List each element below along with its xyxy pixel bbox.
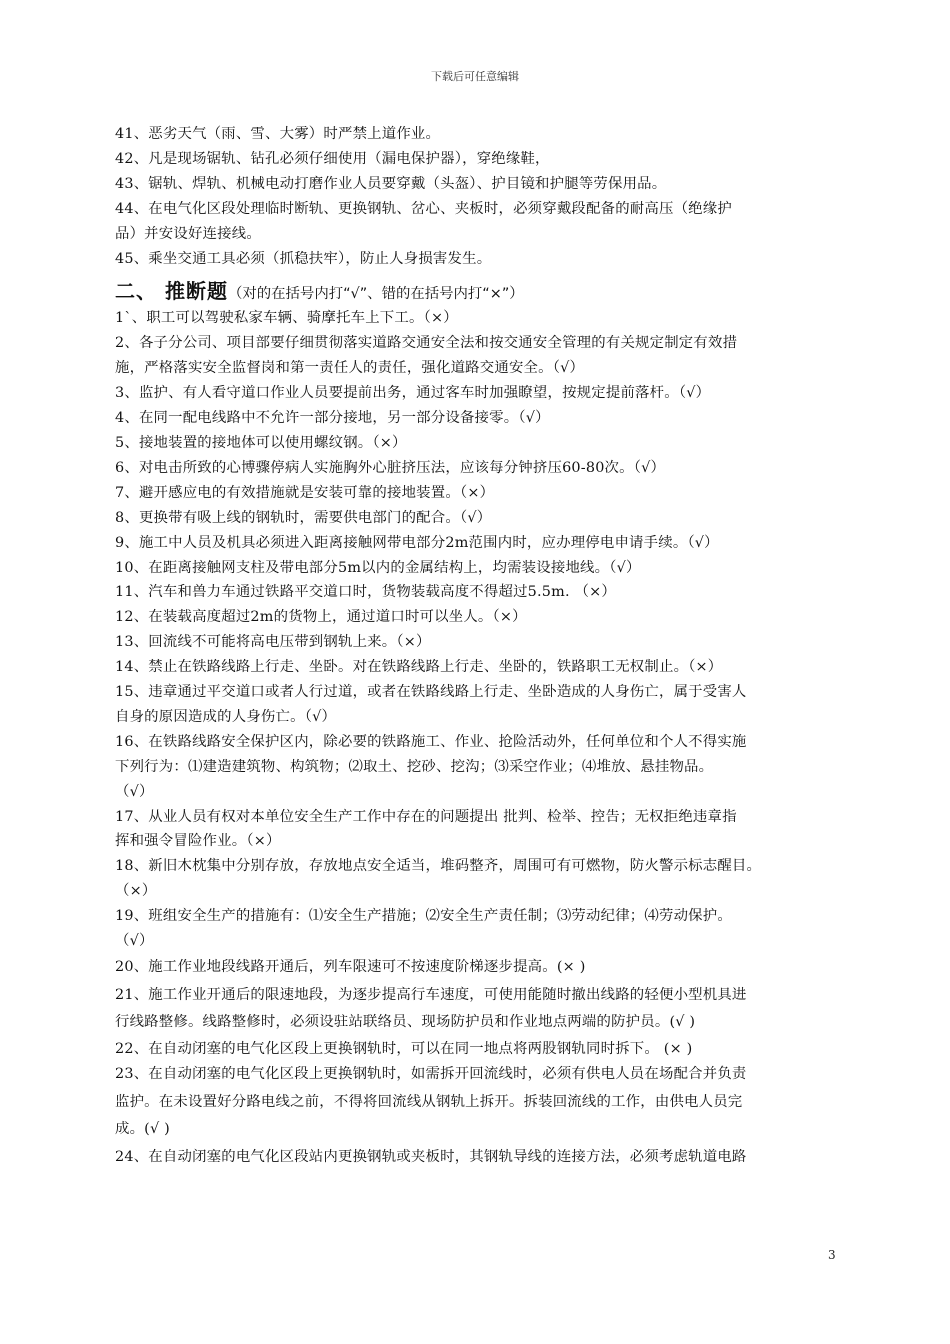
question-line: 成。(√ ) [115, 1121, 170, 1138]
question-line: 18、新旧木枕集中分别存放，存放地点安全适当，堆码整齐，周围可有可燃物，防火警示标志醒目。 [115, 858, 762, 875]
question-line: 42、凡是现场锯轨、钻孔必须仔细使用（漏电保护器），穿绝缘鞋， [115, 150, 550, 167]
question-line: 7、避开感应电的有效措施就是安装可靠的接地装置。（×） [115, 484, 495, 501]
question-line: 4、在同一配电线路中不允许一部分接地，另一部分设备接零。（√） [115, 410, 550, 427]
question-line: 10、在距离接触网支柱及带电部分5m以内的金属结构上，均需装设接地线。（√） [115, 559, 641, 576]
question-line: 监护。在未设置好分路电线之前，不得将回流线从钢轨上拆开。拆装回流线的工作，由供电人员完 [115, 1093, 743, 1110]
question-line: 下列行为：⑴建造建筑物、构筑物；⑵取土、挖砂、挖沟；⑶采空作业；⑷堆放、悬挂物品。 [115, 758, 714, 775]
section-title: 二、 推断题 [115, 279, 228, 304]
question-line: 41、恶劣天气（雨、雪、大雾）时严禁上道作业。 [115, 126, 441, 142]
question-line: 22、在自动闭塞的电气化区段上更换钢轨时，可以在同一地点将两股钢轨同时拆下。 (× ) [115, 1040, 693, 1057]
question-line: （√） [115, 783, 154, 800]
question-line: 11、汽车和兽力车通过铁路平交道口时，货物装载高度不得超过5.5m. （×） [115, 584, 616, 601]
question-line: 20、施工作业地段线路开通后，列车限速可不按速度阶梯逐步提高。(× ) [115, 959, 586, 975]
question-line: 6、对电击所致的心博骤停病人实施胸外心脏挤压法，应该每分钟挤压60-80次。（√） [115, 459, 666, 476]
judgment-section [115, 306, 845, 1171]
question-line: 品）并安设好连接线。 [115, 225, 261, 242]
question-line: 17、从业人员有权对本单位安全生产工作中存在的问题提出 批判、检举、控告；无权拒绝违章指 [115, 808, 737, 825]
question-line: 9、施工中人员及机具必须进入距离接触网带电部分2m范围内时，应办理停电申请手续。（√） [115, 534, 719, 551]
question-line: 43、锯轨、焊轨、机械电动打磨作业人员要穿戴（头盔）、护目镜和护腿等劳保用品。 [115, 175, 667, 192]
question-line: 自身的原因造成的人身伤亡。（√） [115, 708, 337, 725]
question-line: 45、乘坐交通工具必须（抓稳扶牢），防止人身损害发生。 [115, 250, 492, 267]
question-line: 5、接地装置的接地体可以使用螺纹钢。（×） [115, 434, 407, 451]
section-heading [115, 275, 845, 304]
question-line: 14、禁止在铁路线路上行走、坐卧。对在铁路线路上行走、坐卧的，铁路职工无权制止。（×） [115, 659, 723, 676]
page-header: 下载后可任意编辑 [431, 70, 519, 83]
question-line: 24、在自动闭塞的电气化区段站内更换钢轨或夹板时，其钢轨导线的连接方法，必须考虑轨道电路 [115, 1148, 747, 1165]
question-line: 3、监护、有人看守道口作业人员要提前出务，通过客车时加强瞭望，按规定提前落杆。（√） [115, 385, 711, 402]
page-number: 3 [828, 1248, 836, 1262]
fill-in-section [115, 122, 845, 271]
document-body [115, 122, 845, 1171]
question-line: 21、施工作业开通后的限速地段，为逐步提高行车速度，可使用能随时撤出线路的轻便小型机具进 [115, 986, 747, 1003]
question-line: 8、更换带有吸上线的钢轨时，需要供电部门的配合。（√） [115, 509, 492, 526]
question-line: 13、回流线不可能将高电压带到钢轨上来。（×） [115, 634, 431, 651]
question-line: 16、在铁路线路安全保护区内，除必要的铁路施工、作业、抢险活动外，任何单位和个人不得实施 [115, 733, 747, 750]
question-line: 行线路整修。线路整修时，必须设驻站联络员、现场防护员和作业地点两端的防护员。(√ ) [115, 1014, 696, 1030]
question-line: 施，严格落实安全监督岗和第一责任人的责任，强化道路交通安全。（√） [115, 360, 585, 377]
question-line: 2、各子分公司、项目部要仔细贯彻落实道路交通安全法和按交通安全管理的有关规定制定有效措 [115, 335, 738, 352]
section-instructions: （对的在括号内打“√”、错的在括号内打“×”） [227, 286, 524, 303]
question-line: （√） [115, 933, 154, 950]
question-line: 15、违章通过平交道口或者人行过道，或者在铁路线路上行走、坐卧造成的人身伤亡，属于受害人 [115, 684, 747, 701]
question-line: （×） [115, 883, 157, 900]
question-line: 挥和强令冒险作业。（×） [115, 833, 281, 850]
question-line: 44、在电气化区段处理临时断轨、更换钢轨、岔心、夹板时，必须穿戴段配备的耐高压（绝缘护 [115, 200, 732, 217]
question-line: 1`、职工可以驾驶私家车辆、骑摩托车上下工。（×） [115, 310, 458, 327]
question-line: 23、在自动闭塞的电气化区段上更换钢轨时，如需拆开回流线时，必须有供电人员在场配合并负责 [115, 1066, 747, 1083]
question-line: 19、班组安全生产的措施有：⑴安全生产措施；⑵安全生产责任制；⑶劳动纪律；⑷劳动保护。 [115, 908, 732, 925]
question-line: 12、在装载高度超过2m的货物上，通过道口时可以坐人。（×） [115, 609, 527, 626]
